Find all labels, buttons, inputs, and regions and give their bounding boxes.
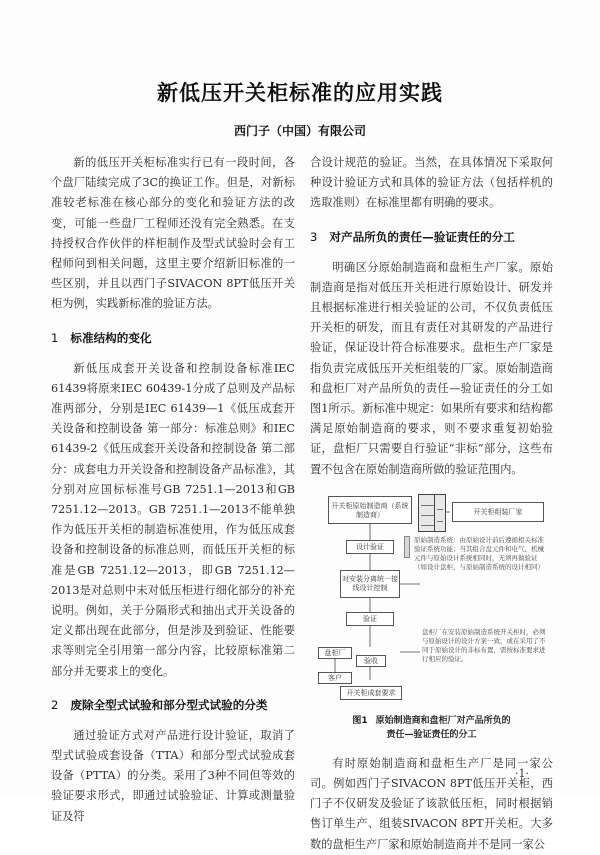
cabinet-icon-right [434, 494, 446, 532]
intro-paragraph: 新的低压开关柜标准实行已有一段时间，各个盘厂陆续完成了3C的换证工作。但是，对新标准较老标准在核心部分的变化和验证方法的改变，可能一些盘厂工程师还没有完全熟悉。在支持授权合作伙伴的样柜制作及型式试验时会有工程师问到相关问题，这里主要介绍新旧标准的一些区别，并且以西门子SIVACON 8PT低压开关柜为例，实践新标准的验证方法。 [51, 156, 295, 311]
note-panel-builder: 盘柜厂在安装原始制造系统开关柜时，必须与原始设计的设计方案一致，或在采用了不同于原始设计的非标布置，需按标准要求进行相应的验证。 [422, 627, 546, 663]
section-2-number: 2 [51, 697, 59, 712]
right-column [310, 153, 553, 855]
section-3-heading [310, 228, 553, 246]
article-author: 西门子（中国）有限公司 [233, 124, 366, 138]
left-column [51, 153, 295, 827]
page-number: ·1· [515, 767, 529, 780]
figure-caption-line1: 原始制造商和盘柜厂对产品所负的 [375, 715, 511, 726]
figure-caption-number: 图1 [352, 715, 368, 726]
section-3-number: 3 [310, 229, 318, 244]
figure-1 [310, 492, 553, 754]
figure-gray-bar [404, 536, 410, 558]
section-1-body: 新低压成套开关设备和控制设备标准IEC 61439将原来IEC 60439-1分成了总则及产品标准两部分，分别是IEC 61439—1《低压成套开关设备和控制设备 第一部分：标准总则》和IEC 61439-2《低压成套开关设备和控制设备 第二部分：成套电力开关设备和控制设备产品标准》，其分别对应国标标准号GB 7251.1—2013和GB 7251.12—2013。GB 7251.1—2013不能单独作为低压开关柜的制造标准使用，作为低压成套设备和控制设备的标准总则，而低压开关柜的标准是GB 7251.12—2013，即GB 7251.12—2013是对总则中未对低压柜进行细化部分的补充说明。例如，关于分隔形式和抽出式开关设备的定义都出现在此部分，但是涉及到验证、性能要求等则完全引用第一部分内容，比较原标准第二部分并无要求上的变化。 [51, 361, 295, 678]
box-assembly-design: 对安装分离统一接线设计控制 [340, 570, 400, 598]
figure-caption-line2: 责任—验证责任的分工 [386, 729, 477, 740]
after-figure-paragraph: 有时原始制造商和盘柜生产厂是同一家公司。例如西门子SIVACON 8PT低压开关柜，西门子不仅研发及验证了该款低压柜，同时根据销售订单生产、组装SIVACON 8PT开关柜。大多数的盘柜生产厂家和原始制造商并不是同一家公 [310, 756, 553, 851]
box-acceptance: 验收 [356, 655, 386, 667]
section-1-number: 1 [51, 330, 59, 345]
box-panel-short: 盘柜厂 [318, 647, 352, 659]
article-title: 新低压开关柜标准的应用实践 [157, 81, 443, 105]
box-original-manufacturer: 开关柜原始制造商（系统制造商） [328, 496, 412, 524]
section-1-title: 标准结构的变化 [70, 330, 152, 345]
box-customer: 客户 [318, 672, 352, 684]
continued-paragraph: 合设计规范的验证。当然，在具体情况下采取何种设计验证方式和具体的验证方法（包括样机的选取准则）在标准里都有明确的要求。 [310, 156, 553, 210]
box-design-verification: 设计验证 [346, 540, 394, 554]
section-2-title: 废除全型式试验和部分型式试验的分类 [70, 697, 268, 712]
figure-caption [310, 714, 553, 742]
section-2-body: 通过验证方式对产品进行设计验证，取消了型式试验成套设备（TTA）和部分型式试验成套设备（PTTA）的分类。采用了3种不同但等效的验证要求形式，即通过试验验证、计算或测量验证及符 [51, 728, 295, 823]
section-1-heading [51, 329, 295, 347]
note-original-system: 原始制造系统：由原始设计前后遵循相关标准验证系统功能；当其组合盘元件和电气、机械元件与原始设计系统相同时，无须再做验证（如设计盘柜，与原始制造系统的设计相同） [414, 535, 544, 571]
section-3-title: 对产品所负的责任—验证责任的分工 [329, 229, 515, 244]
section-3-body: 明确区分原始制造商和盘柜生产厂家。原始制造商是指对低压开关柜进行原始设计、研发并且根据标准进行相关验证的公司，不仅负责低压开关柜的研发，而且有责任对其研发的产品进行验证，保证设计符合标准要求。盘柜生产厂家是指负责完成低压开关柜组装的厂家。原始制造商和盘柜厂对产品所负的责任—验证责任的分工如图1所示。新标准中规定：如果所有要求和结构都满足原始制造商的要求，则不要求重复初始验证，盘柜厂只需要自行验证“非标”部分，这些布置不包含在原始制造商所做的验证范围内。 [310, 260, 553, 476]
section-2-heading [51, 696, 295, 714]
box-order-requirement: 开关柜成套要求 [340, 686, 402, 700]
box-panel-builder: 开关柜组装厂家 [452, 502, 544, 522]
box-verification: 验证 [346, 612, 394, 626]
